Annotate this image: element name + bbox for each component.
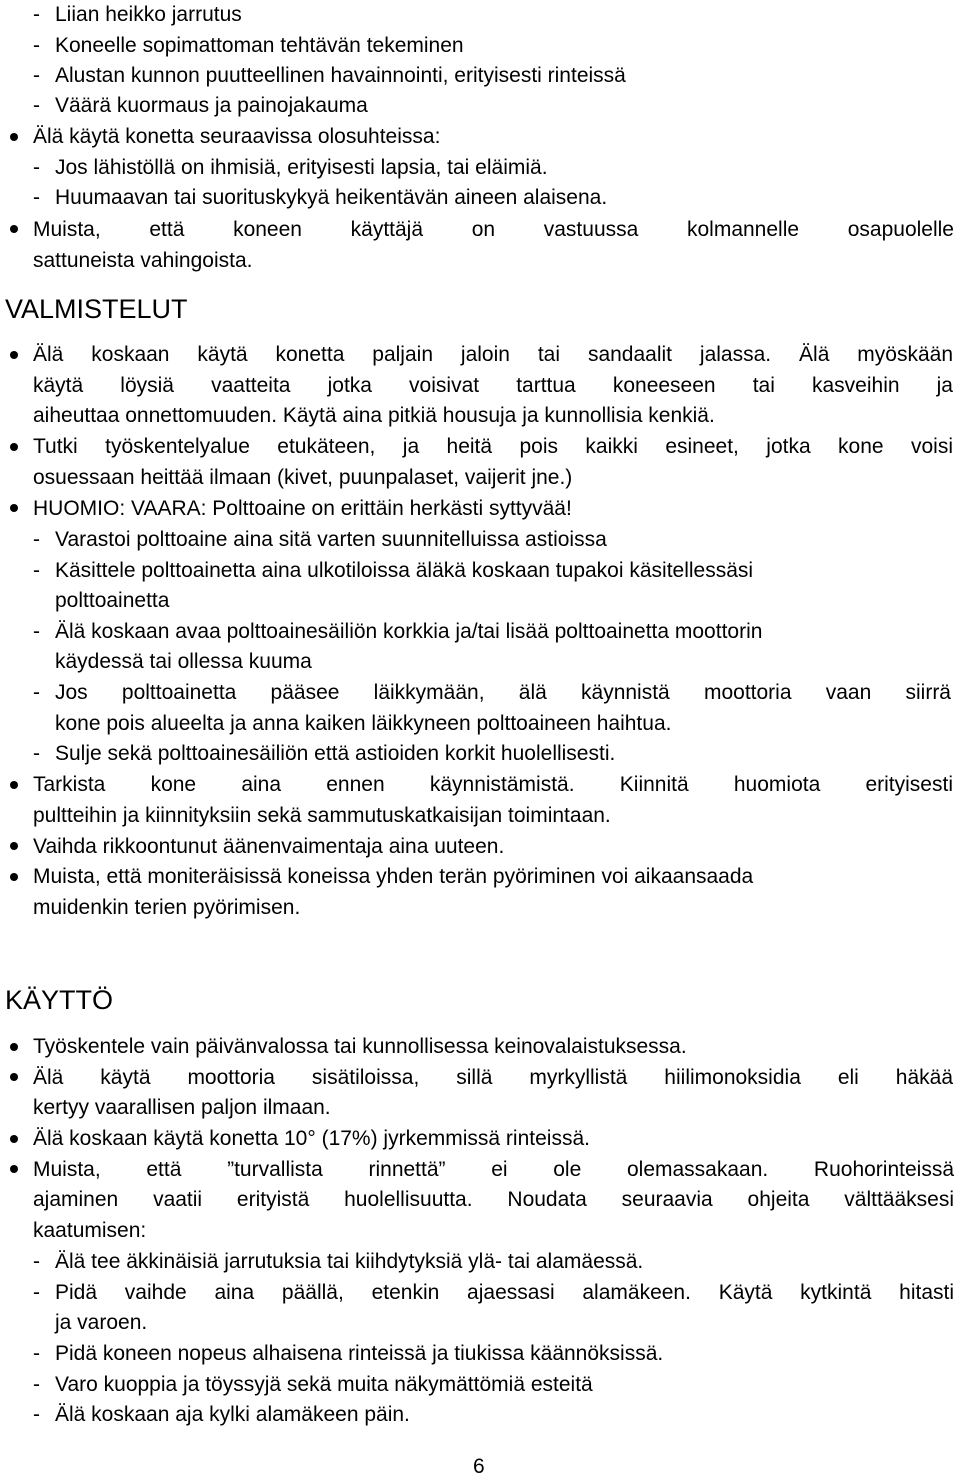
- dash: -: [33, 1281, 40, 1304]
- dash: -: [33, 559, 40, 582]
- bullet-text: Muista, että koneen käyttäjä on vastuussa kolmannelle osapuolelle: [33, 218, 954, 241]
- bullet-text-cont: pultteihin ja kiinnityksiin sekä sammutuskatkaisijan toimintaan.: [33, 804, 611, 827]
- list-item: Käsittele polttoainetta aina ulkotiloissa äläkä koskaan tupakoi käsitellessäsi: [55, 559, 754, 582]
- list-item-cont: ja varoen.: [55, 1311, 148, 1334]
- list-item: Jos polttoainetta pääsee läikkymään, älä käynnistä moottoria vaan siirrä: [55, 681, 951, 704]
- dash: -: [33, 742, 40, 765]
- list-item: Huumaavan tai suorituskykyä heikentävän aineen alaisena.: [55, 186, 608, 209]
- dash: -: [33, 681, 40, 704]
- list-item: Jos lähistöllä on ihmisiä, erityisesti lapsia, tai eläimiä.: [55, 156, 548, 179]
- warning-text: Polttoaine on erittäin herkästi syttyvää!: [206, 497, 572, 520]
- dash: -: [33, 1373, 40, 1396]
- list-item: Alustan kunnon puutteellinen havainnointi, erityisesti rinteissä: [55, 64, 626, 87]
- bullet-text: Älä koskaan käytä konetta 10° (17%) jyrkemmissä rinteissä.: [33, 1127, 590, 1150]
- section-heading-kaytto: KÄYTTÖ: [5, 985, 114, 1015]
- bullet-text-cont: ajaminen vaatii erityistä huolellisuutta. Noudata seuraavia ohjeita välttääksesi: [33, 1188, 954, 1211]
- bullet-text-cont: muidenkin terien pyörimisen.: [33, 896, 301, 919]
- bullet-text: Tarkista kone aina ennen käynnistämistä. Kiinnitä huomiota erityisesti: [33, 773, 953, 796]
- bullet-text: Älä koskaan käytä konetta paljain jaloin tai sandaalit jalassa. Älä myöskään: [33, 343, 953, 366]
- bullet-icon: [10, 1043, 18, 1051]
- bullet-text: Tutki työskentelyalue etukäteen, ja heitä pois kaikki esineet, jotka kone voisi: [33, 435, 953, 458]
- bullet-icon: [10, 873, 18, 881]
- bullet-icon: [10, 842, 18, 850]
- dash: -: [33, 3, 40, 26]
- bullet-icon: [10, 1135, 18, 1143]
- list-item: Varastoi polttoaine aina sitä varten suunnitelluissa astioissa: [55, 528, 607, 551]
- bullet-text: Työskentele vain päivänvalossa tai kunnollisessa keinovalaistuksessa.: [33, 1035, 687, 1058]
- list-item: Koneelle sopimattoman tehtävän tekeminen: [55, 34, 464, 57]
- list-item-cont: kone pois alueelta ja anna kaiken läikkyneen polttoaineen haihtua.: [55, 712, 672, 735]
- list-item: Sulje sekä polttoainesäiliön että astioiden korkit huolellisesti.: [55, 742, 616, 765]
- bullet-text: Vaihda rikkoontunut äänenvaimentaja aina uuteen.: [33, 835, 505, 858]
- dash: -: [33, 64, 40, 87]
- list-item-cont: polttoainetta: [55, 589, 170, 612]
- bullet-icon: [10, 504, 18, 512]
- bullet-text: Muista, että ”turvallista rinnettä” ei ole olemassakaan. Ruohorinteissä: [33, 1158, 954, 1181]
- dash: -: [33, 1342, 40, 1365]
- dash: -: [33, 94, 40, 117]
- bullet-text-cont: kaatumisen:: [33, 1219, 147, 1242]
- bullet-text-cont: kertyy vaarallisen paljon ilmaan.: [33, 1096, 331, 1119]
- bullet-text-cont: aiheuttaa onnettomuuden. Käytä aina pitkiä housuja ja kunnollisia kenkiä.: [33, 404, 715, 427]
- bullet-text-cont: osuessaan heittää ilmaan (kivet, puunpalaset, vaijerit jne.): [33, 466, 573, 489]
- list-item: Liian heikko jarrutus: [55, 3, 242, 26]
- bullet-icon: [10, 1073, 18, 1081]
- list-item-cont: käydessä tai ollessa kuuma: [55, 650, 312, 673]
- list-item: Älä tee äkkinäisiä jarrutuksia tai kiihdytyksiä ylä- tai alamäessä.: [55, 1250, 644, 1273]
- list-item: Pidä koneen nopeus alhaisena rinteissä ja tiukissa käännöksissä.: [55, 1342, 664, 1365]
- section-heading-valmistelut: VALMISTELUT: [5, 294, 188, 324]
- page-number: 6: [473, 1455, 485, 1478]
- dash: -: [33, 186, 40, 209]
- dash: -: [33, 156, 40, 179]
- bullet-icon: [10, 133, 18, 141]
- bullet-icon: [10, 225, 18, 233]
- list-item: Älä koskaan aja kylki alamäkeen päin.: [55, 1403, 410, 1426]
- list-item: Varo kuoppia ja töyssyjä sekä muita näkymättömiä esteitä: [55, 1373, 593, 1396]
- list-item: Älä koskaan avaa polttoainesäiliön korkkia ja/tai lisää polttoainetta moottorin: [55, 620, 763, 643]
- warning-line: [33, 496, 572, 522]
- bullet-text: Älä käytä konetta seuraavissa olosuhteissa:: [33, 125, 441, 148]
- bullet-icon: [10, 1165, 18, 1173]
- list-item: Pidä vaihde aina päällä, etenkin ajaessasi alamäkeen. Käytä kytkintä hitasti: [55, 1281, 954, 1304]
- dash: -: [33, 1250, 40, 1273]
- dash: -: [33, 1403, 40, 1426]
- bullet-icon: [10, 351, 18, 359]
- dash: -: [33, 34, 40, 57]
- list-item: Väärä kuormaus ja painojakauma: [55, 94, 368, 117]
- warning-label: HUOMIO: VAARA:: [33, 497, 207, 520]
- dash: -: [33, 528, 40, 551]
- bullet-text-cont: käytä löysiä vaatteita jotka voisivat tarttua koneeseen tai kasveihin ja: [33, 374, 953, 397]
- bullet-icon: [10, 443, 18, 451]
- dash: -: [33, 620, 40, 643]
- bullet-text: Älä käytä moottoria sisätiloissa, sillä myrkyllistä hiilimonoksidia eli häkää: [33, 1066, 953, 1089]
- bullet-text: Muista, että moniteräisissä koneissa yhden terän pyöriminen voi aikaansaada: [33, 865, 754, 888]
- bullet-icon: [10, 781, 18, 789]
- bullet-text-cont: sattuneista vahingoista.: [33, 249, 253, 272]
